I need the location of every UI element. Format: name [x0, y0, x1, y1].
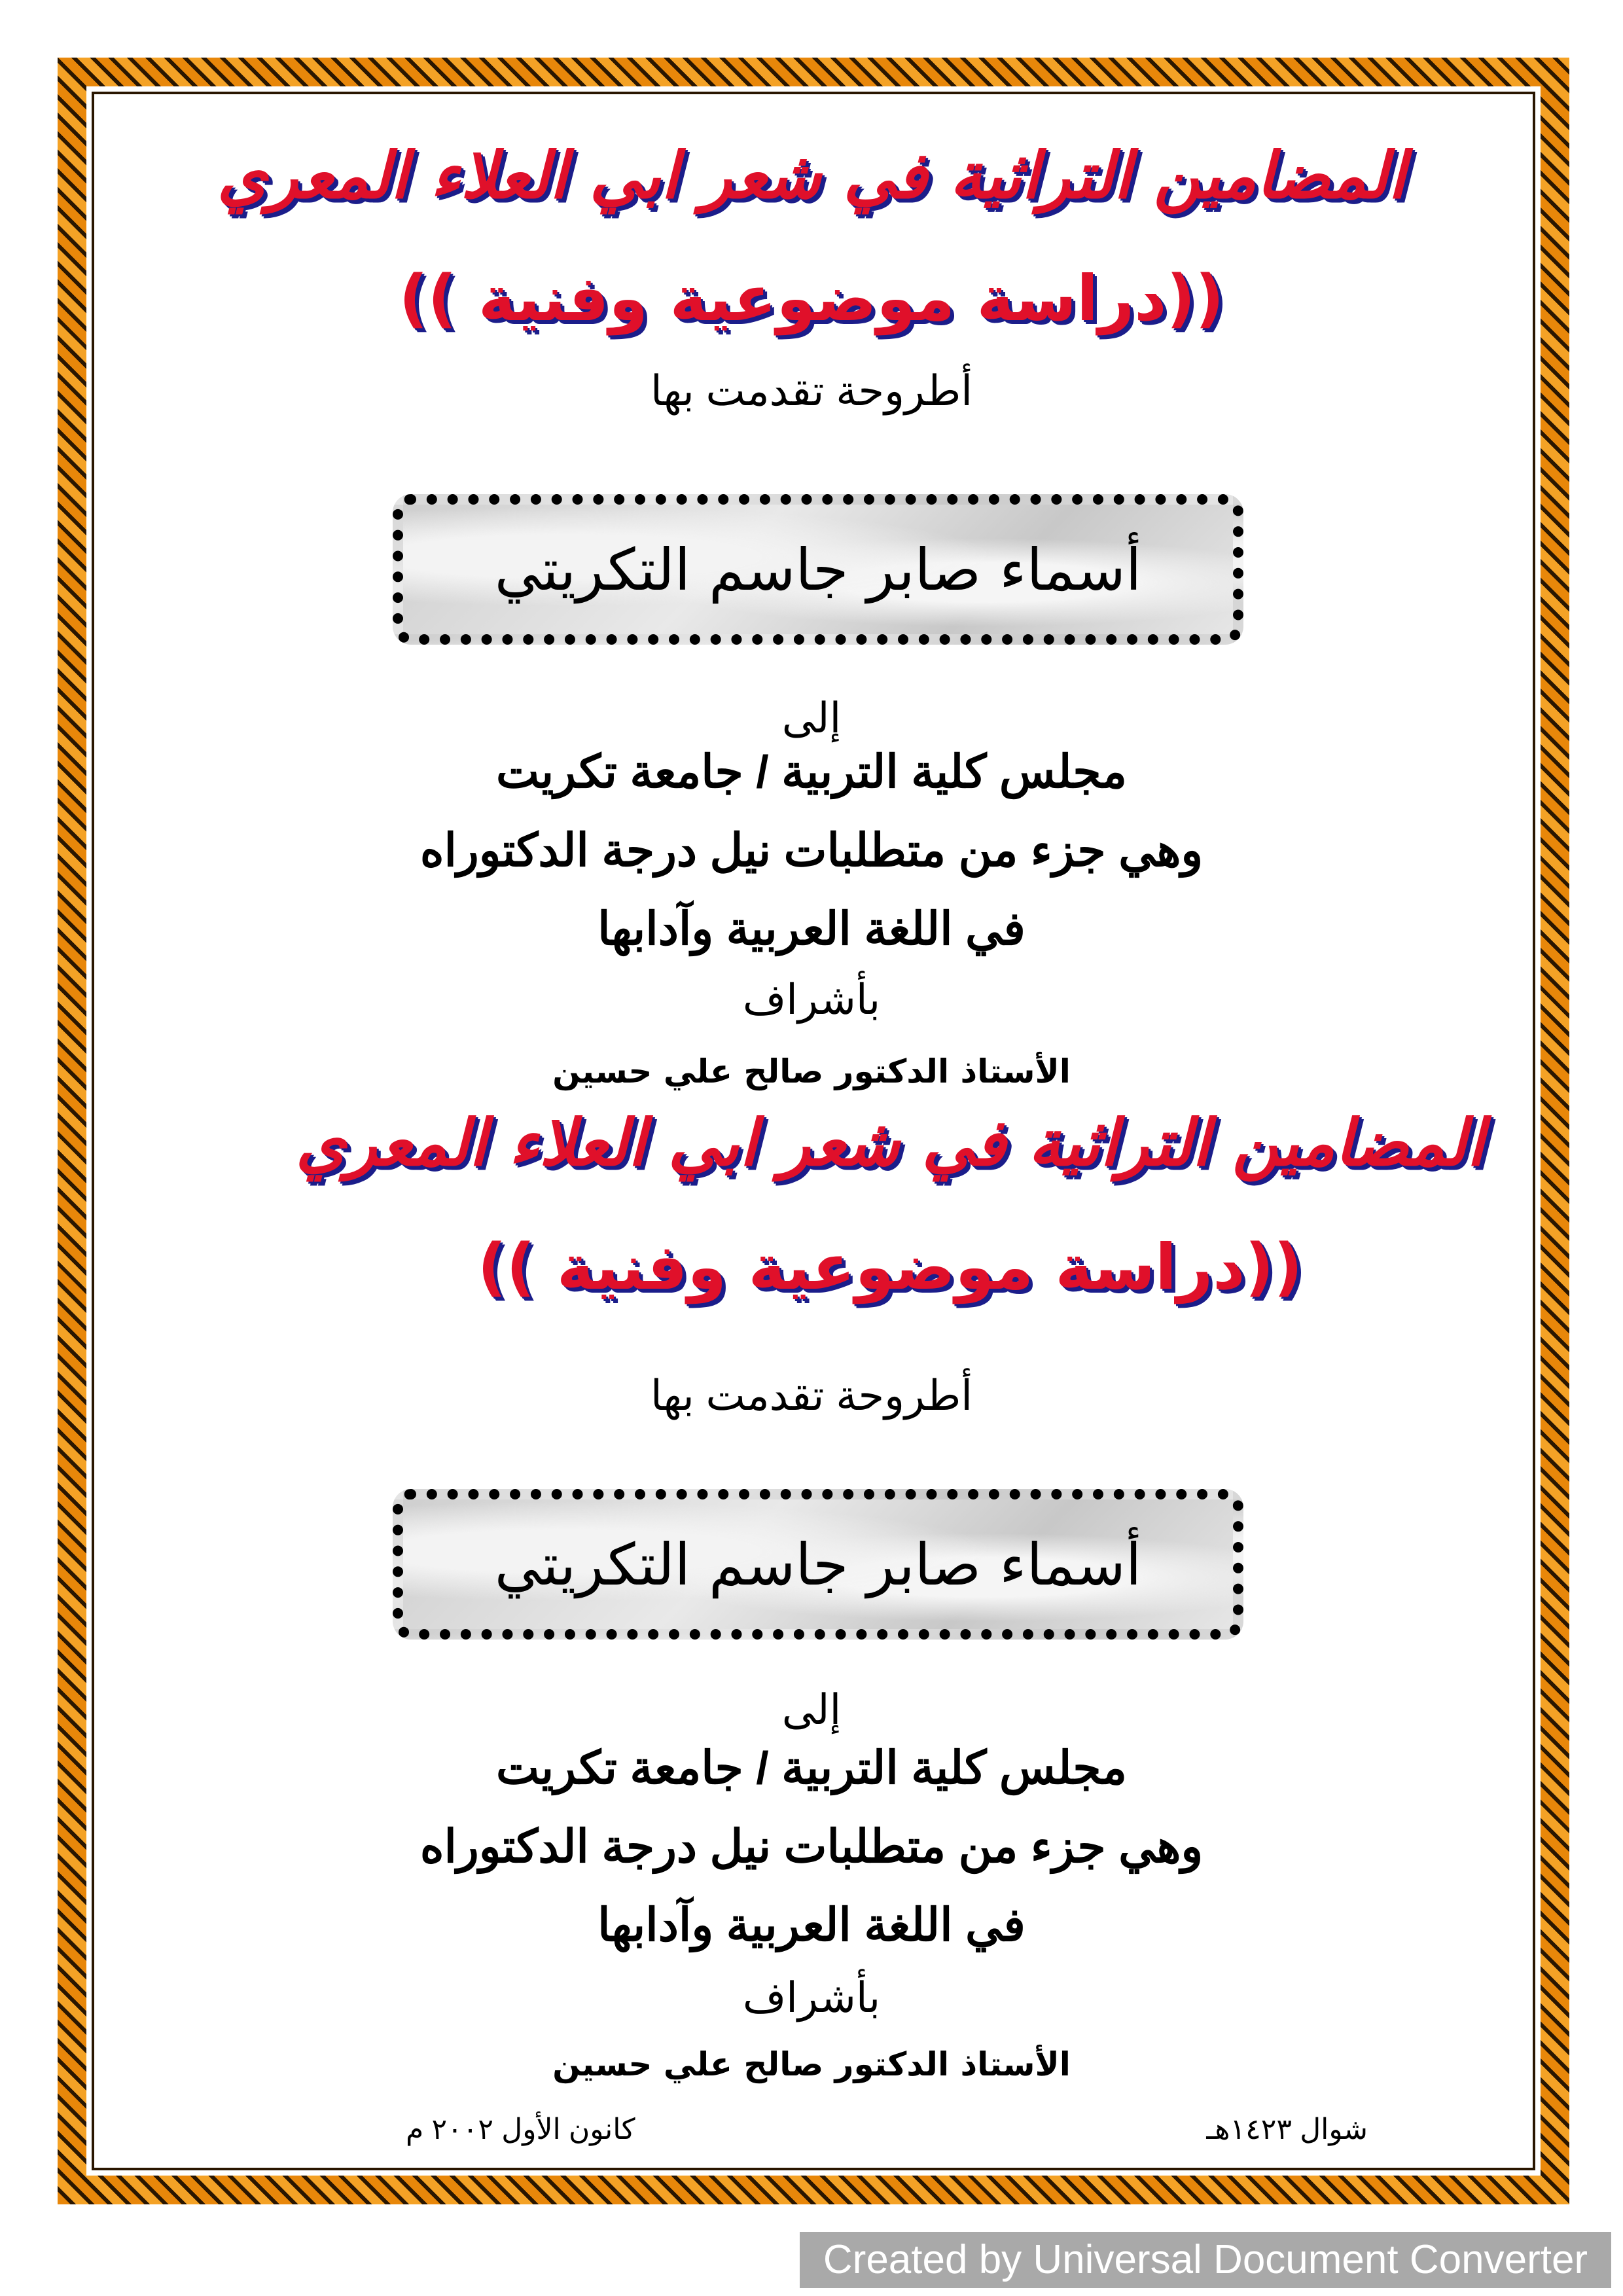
thesis-subtitle: ((دراسة موضوعية وفنية )) [477, 1230, 1303, 1304]
field-text: في اللغة العربية وآدابها [597, 1899, 1026, 1950]
intro-text: أطروحة تقدمت بها [650, 1372, 973, 1419]
field-text: في اللغة العربية وآدابها [597, 903, 1026, 954]
author-name: أسماء صابر جاسم التكريتي [494, 535, 1142, 603]
author-name: أسماء صابر جاسم التكريتي [494, 1530, 1142, 1598]
thesis-title: المضامين التراثية في شعر ابي العلاء المعري [217, 139, 1406, 213]
author-name-box [393, 494, 1243, 645]
thesis-title: المضامين التراثية في شعر ابي العلاء المعري [295, 1106, 1485, 1181]
council-text: مجلس كلية التربية / جامعة تكريت [496, 746, 1127, 797]
to-label: إلى [781, 1686, 842, 1733]
supervisor-name: الأستاذ الدكتور صالح علي حسين [552, 1052, 1071, 1090]
date-gregorian: كانون الأول ٢٠٠٢ م [406, 2113, 635, 2145]
purpose-text: وهي جزء من متطلبات نيل درجة الدكتوراه [419, 825, 1204, 876]
council-text: مجلس كلية التربية / جامعة تكريت [496, 1742, 1127, 1793]
date-hijri: شوال ١٤٢٣هـ [1206, 2113, 1368, 2145]
supervision-label: بأشراف [742, 1974, 881, 2021]
intro-text: أطروحة تقدمت بها [650, 367, 973, 414]
supervision-label: بأشراف [742, 976, 881, 1023]
to-label: إلى [781, 694, 842, 742]
thesis-subtitle: ((دراسة موضوعية وفنية )) [399, 262, 1224, 335]
purpose-text: وهي جزء من متطلبات نيل درجة الدكتوراه [419, 1821, 1204, 1872]
author-name-box [393, 1489, 1243, 1640]
converter-watermark: Created by Universal Document Converter [800, 2232, 1611, 2288]
supervisor-name: الأستاذ الدكتور صالح علي حسين [552, 2045, 1071, 2083]
